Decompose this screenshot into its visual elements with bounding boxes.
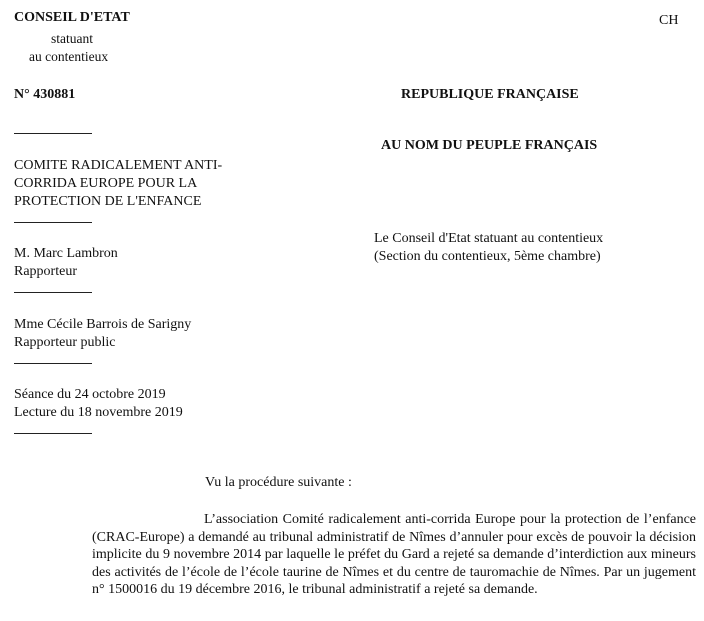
party-line-2: CORRIDA EUROPE POUR LA <box>14 176 198 191</box>
separator-rule <box>14 292 92 293</box>
procedure-heading: Vu la procédure suivante : <box>205 475 352 490</box>
case-number: N° 430881 <box>14 87 76 102</box>
rapporteur-role: Rapporteur <box>14 264 77 279</box>
separator-rule <box>14 363 92 364</box>
separator-rule <box>14 433 92 434</box>
public-rapporteur-name: Mme Cécile Barrois de Sarigny <box>14 317 192 332</box>
separator-rule <box>14 222 92 223</box>
session-date: Séance du 24 octobre 2019 <box>14 387 166 402</box>
court-subtitle-1: statuant <box>51 31 93 46</box>
public-rapporteur-role: Rapporteur public <box>14 335 116 350</box>
separator-rule <box>14 133 92 134</box>
in-name-of-heading: AU NOM DU PEUPLE FRANÇAIS <box>381 138 598 153</box>
formation-line-1: Le Conseil d'Etat statuant au contentieux <box>374 231 604 246</box>
reading-date: Lecture du 18 novembre 2019 <box>14 405 183 420</box>
court-name: CONSEIL D'ETAT <box>14 10 130 25</box>
party-line-1: COMITE RADICALEMENT ANTI- <box>14 158 223 173</box>
party-line-3: PROTECTION DE L'ENFANCE <box>14 194 202 209</box>
initials: CH <box>659 13 679 28</box>
rapporteur-name: M. Marc Lambron <box>14 246 118 261</box>
court-subtitle-2: au contentieux <box>29 49 109 64</box>
republic-heading: REPUBLIQUE FRANÇAISE <box>401 87 579 102</box>
body-paragraph: L’association Comité radicalement anti-corrida Europe pour la protection de l’enfance (CRAC-Europe) a demandé au tribunal administratif de Nîmes d’annuler pour excès de pouvoir la décision implicite du 9 novembre 2014 par laquelle le préfet du Gard a rejeté sa demande d’interdiction aux mineurs des activités de l’école de l’école taurine de Nîmes et du centre de tauromachie de Nîmes. Par un jugement n° 1500016 du 19 décembre 2016, le tribunal administratif a rejeté sa demande. <box>92 512 696 598</box>
formation-line-2: (Section du contentieux, 5ème chambre) <box>374 249 601 264</box>
